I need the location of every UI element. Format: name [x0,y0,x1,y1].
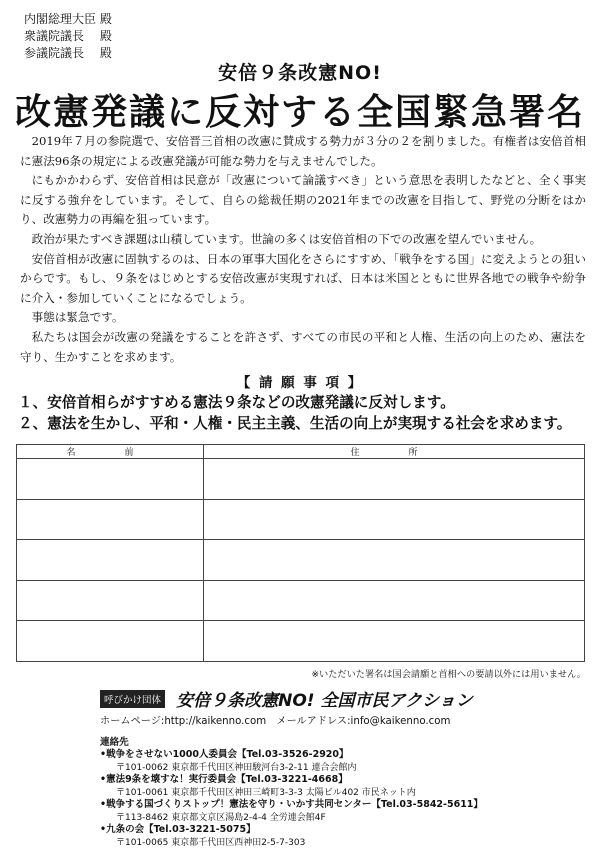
contact-list [100,736,590,849]
name-cell[interactable] [17,621,204,662]
name-cell[interactable] [17,580,204,621]
address-column-header: 住 所 [204,445,585,459]
contact-address: 〒101-0062 東京都千代田区神田駿河台3-2-11 連合会館内 [116,762,357,773]
list-item [100,749,590,774]
table-row [17,499,585,540]
table-row [17,621,585,662]
contact-address: 〒113-8462 東京都文京区湯島2-4-4 全労連会館4F [116,812,326,823]
body-paragraph: 事態は緊急です。 [31,310,124,325]
contacts-label: 連絡先 [100,737,129,748]
contact-org: •戦争する国づくりストップ！憲法を守り・いかす共同センター【Tel.03-5842-5611】 [100,799,483,810]
contact-address: 〒101-0061 東京都千代田区神田三崎町3-3-3 太陽ビル402 市民ネット内 [116,787,416,798]
body-paragraph: にもかかわらず、安倍首相は民意が「改憲について論議すべき」という意思を表明したなどと、全く事実に反する強弁をしています。そして、自らの総裁任期の2021年までの改憲を目指して、野党の分断をはかり、改憲勢力の再編を狙っています。 [20,173,586,227]
list-item [100,824,590,849]
body-paragraph: 安倍首相が改憲に固執するのは、日本の軍事大国化をさらにすすめ、「戦争をする国」に変えようとの狙いからです。もし、９条をはじめとする安倍改憲が実現すれば、日本は米国とともに世界各地での戦争や紛争に介入・参加していくことになるでしょう。 [20,251,586,305]
organizer-badge: 呼びかけ団体 [100,690,165,708]
list-item [100,799,590,824]
contact-org: •戦争をさせない1000人委員会【Tel.03-3526-2920】 [100,749,349,760]
petition-item: １、安倍首相らがすすめる憲法９条などの改憲発議に反対します。 [18,394,455,411]
petition-items [18,392,588,434]
name-cell[interactable] [17,499,204,540]
addressee-house-councillors: 参議院議長 殿 [24,46,112,60]
addressee-house-representatives: 衆議院議長 殿 [24,29,112,43]
body-paragraph: 政治が果たすべき課題は山積しています。世論の多くは安倍首相の下での改憲を望んでいません。 [31,231,542,246]
addressee-prime-minister: 内閣総理大臣 殿 [24,12,112,26]
contact-org: •憲法9条を壊すな！実行委員会【Tel.03-3221-4668】 [100,774,348,785]
organizer [100,686,473,711]
address-cell[interactable] [204,499,585,540]
name-cell[interactable] [17,540,204,581]
document-subtitle: 安倍９条改憲NO! [218,62,382,84]
signature-table [16,444,585,662]
petition-item: ２、憲法を生かし、平和・人権・民主主義、生活の向上が実現する社会を求めます。 [18,415,572,432]
petition-header: 【 請 願 事 項 】 [236,375,364,391]
contact-address: 〒101-0065 東京都千代田区西神田2-5-7-303 [116,837,306,848]
body-paragraph: 私たちは国会が改憲の発議をすることを許さず、すべての市民の平和と人権、生活の向上のため、憲法を守り、生かすことを求めます。 [20,329,586,364]
address-cell[interactable] [204,540,585,581]
organizer-name: 安倍９条改憲NO! 全国市民アクション [176,691,473,711]
name-column-header: 名 前 [17,445,204,459]
list-item [100,774,590,799]
address-cell[interactable] [204,580,585,621]
document-title: 改憲発議に反対する全国緊急署名 [14,91,585,133]
name-cell[interactable] [17,459,204,500]
addressee-list [24,11,112,62]
organizer-web-contact[interactable]: ホームページ:http://kaikenno.com メールアドレス:info@kaikenno.com [100,716,451,727]
address-cell[interactable] [204,621,585,662]
table-row [17,580,585,621]
table-row [17,540,585,581]
address-cell[interactable] [204,459,585,500]
contact-org: •九条の会【Tel.03-3221-5075】 [100,824,256,835]
usage-note: ※いただいた署名は国会請願と首相への要請以外には用いません。 [311,669,586,680]
body-text [20,132,586,367]
body-paragraph: 2019年７月の参院選で、安倍晋三首相の改憲に賛成する勢力が３分の２を割りました。有権者は安倍首相に憲法96条の規定による改憲発議が可能な勢力を与えませんでした。 [20,134,586,168]
signature-table-header [17,445,585,459]
table-row [17,459,585,500]
